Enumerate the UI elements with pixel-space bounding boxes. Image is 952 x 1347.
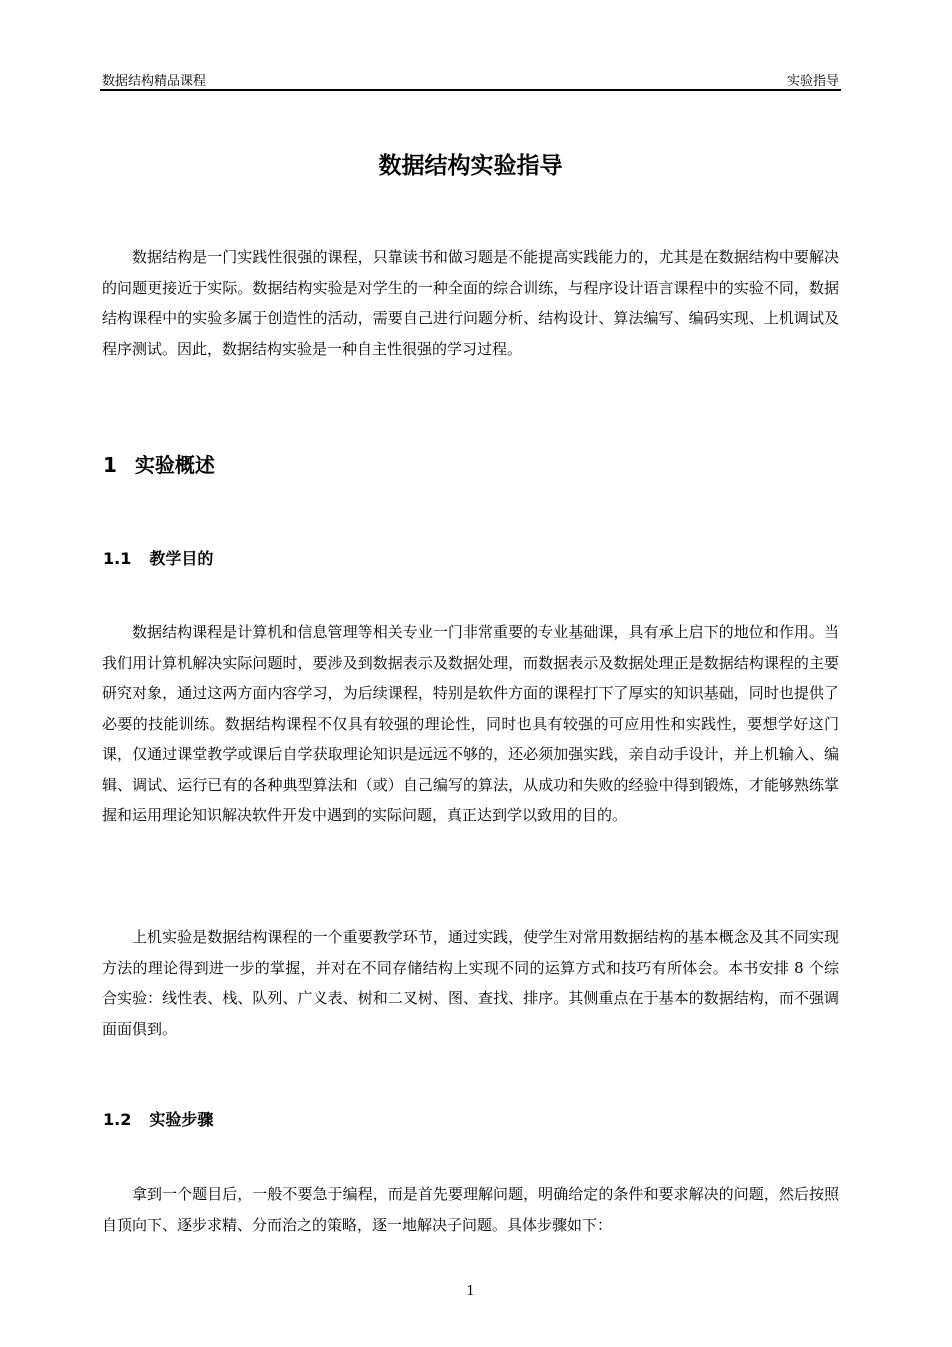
section-1-1-number: 1.1 (103, 549, 132, 568)
page-number: 1 (466, 1284, 475, 1299)
section-1-2-title: 实验步骤 (149, 1110, 214, 1129)
section-1-2-heading (103, 1107, 213, 1133)
section-1-number: 1 (103, 453, 117, 477)
document-title: 数据结构实验指导 (378, 153, 563, 179)
experiment-steps-paragraph: 拿到一个题目后，一般不要急于编程，而是首先要理解问题，明确给定的条件和要求解决的问题，然后按照自顶向下、逐步求精、分而治之的策略，逐一地解决子问题。具体步骤如下： (102, 1185, 839, 1234)
header-section-name: 实验指导 (786, 74, 839, 89)
section-1-1-title: 教学目的 (149, 549, 214, 568)
section-1-heading (103, 450, 215, 480)
header-course-name: 数据结构精品课程 (102, 74, 207, 89)
intro-paragraph: 数据结构是一门实践性很强的课程，只靠读书和做习题是不能提高实践能力的，尤其是在数据结构中要解决的问题更接近于实际。数据结构实验是对学生的一种全面的综合训练，与程序设计语言课程中的实验不同，数据结构课程中的实验多属于创造性的活动，需要自己进行问题分析、结构设计、算法编写、编码实现、上机调试及程序测试。因此，数据结构实验是一种自主性很强的学习过程。 (102, 248, 839, 358)
section-1-2-number: 1.2 (103, 1110, 132, 1129)
teaching-purpose-paragraph-1: 数据结构课程是计算机和信息管理等相关专业一门非常重要的专业基础课，具有承上启下的地位和作用。当我们用计算机解决实际问题时，要涉及到数据表示及数据处理，而数据表示及数据处理正是数据结构课程的主要研究对象，通过这两方面内容学习，为后续课程，特别是软件方面的课程打下了厚实的知识基础，同时也提供了必要的技能训练。数据结构课程不仅具有较强的理论性，同时也具有较强的可应用性和实践性，要想学好这门课，仅通过课堂教学或课后自学获取理论知识是远远不够的，还必须加强实践，亲自动手设计，并上机输入、编辑、调试、运行已有的各种典型算法和（或）自己编写的算法，从成功和失败的经验中得到锻炼，才能够熟练掌握和运用理论知识解决软件开发中遇到的实际问题，真正达到学以致用的目的。 (102, 623, 839, 824)
section-1-title: 实验概述 (134, 453, 215, 477)
page-header (100, 66, 841, 91)
section-1-1-heading (103, 546, 213, 572)
teaching-purpose-paragraph-2: 上机实验是数据结构课程的一个重要教学环节，通过实践，使学生对常用数据结构的基本概念及其不同实现方法的理论得到进一步的掌握，并对在不同存储结构上实现不同的运算方式和技巧有所体会。本书安排 8 个综合实验：线性表、栈、队列、广义表、树和二叉树、图、查找、排序。其侧重点在于基本的数据结构，而不强调面面俱到。 (102, 928, 839, 1038)
